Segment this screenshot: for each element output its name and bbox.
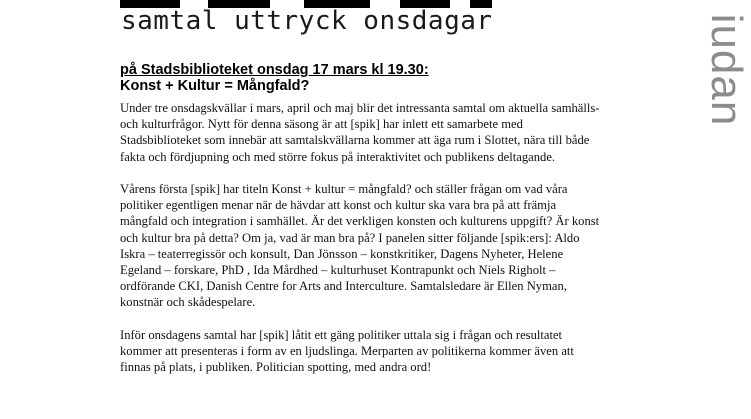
logo-tagline: samtal uttryck onsdagar (121, 6, 493, 36)
paragraph-panel: Vårens första [spik] har titeln Konst + kultur = mångfald? och ställer frågan om vad våra politiker egentligen menar när de hävdar att konst och kultur ska vara bra på att främja mångfald och integration i samhället. Är det verkligen konsten och kulturens uppgift? Är konst och kultur bra på detta? Om ja, vad är man bra på? I panelen sitter följande [spik:ers]: Aldo Iskra – teaterregissör och konsult, Dan Jönsson – konstkritiker, Dagens Nyheter, Helene Egeland – forskare, PhD , Ida Mårdhed – kulturhuset Kontrapunkt och Niels Righolt – ordförande CKI, Danish Centre for Arts and Interculture. Samtalsledare är Ellen Nyman, konstnär och skådespelare. (120, 182, 600, 310)
paragraph-intro: Under tre onsdagskvällar i mars, april och maj blir det intressanta samtal om aktuella samhälls- och kulturfrågor. Nytt för denna säsong är att [spik] har inlett ett samarbete med Stadsbiblioteket som innebär att samtalskvällarna kommer att äga rum i Slottet, nära till både fakta och fördjupning och med större fokus på interaktivitet och publikens deltagande. (120, 101, 600, 164)
paragraph-politicians: Inför onsdagens samtal har [spik] låtit ett gäng politiker uttala sig i frågan och resultatet kommer att presenteras i form av en ljudslinga. Merparten av politikerna kommer även att finnas på plats, i publiken. Politician spotting, med andra ord! (120, 327, 574, 375)
side-vertical-word-text: iudan (702, 13, 751, 127)
article-body (120, 100, 600, 392)
article-headline (120, 62, 429, 94)
headline-event-line: på Stadsbiblioteket onsdag 17 mars kl 19.30: (120, 62, 429, 78)
side-vertical-word (676, 0, 751, 140)
headline-title-line: Konst + Kultur = Mångfald? (120, 78, 310, 94)
